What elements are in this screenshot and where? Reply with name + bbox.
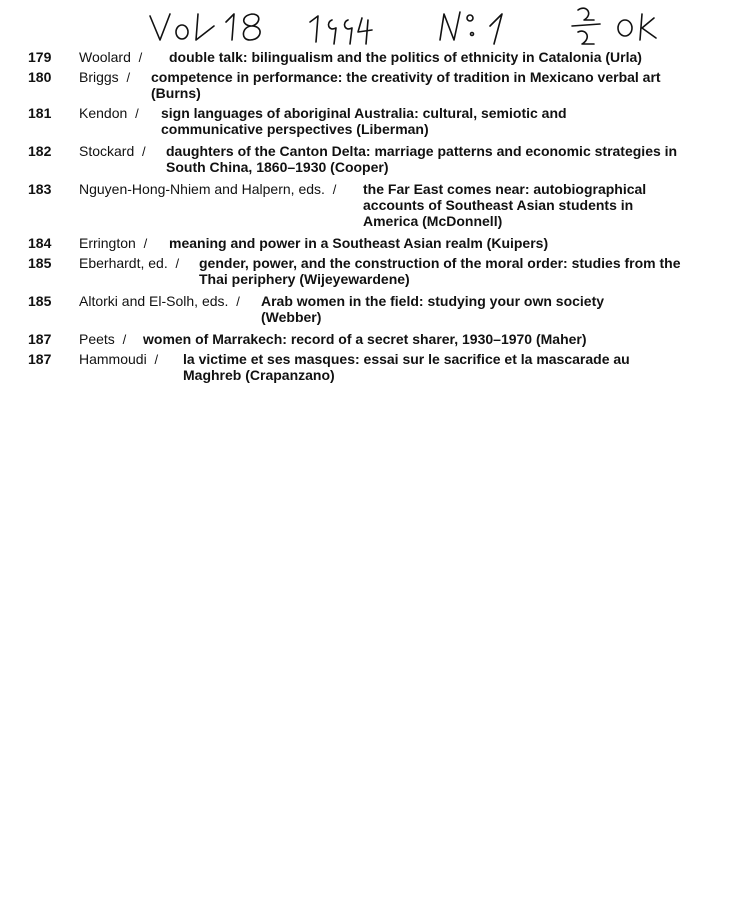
list-item: [0, 235, 735, 253]
author: Kendon /: [79, 105, 139, 121]
book-title: double talk: bilingualism and the politics of ethnicity in Catalonia (Urla): [169, 49, 642, 65]
author: Briggs /: [79, 69, 131, 85]
list-item: [0, 293, 735, 329]
list-item: [0, 105, 735, 141]
page-number: 184: [28, 235, 52, 251]
book-title: the Far East comes near: autobiographical accounts of Southeast Asian students in America (McDonnell): [363, 181, 647, 229]
page-number: 181: [28, 105, 52, 121]
list-item: [0, 255, 735, 291]
list-item: [0, 49, 735, 67]
author: Stockard /: [79, 143, 146, 159]
list-item: [0, 69, 735, 103]
book-title: la victime et ses masques: essai sur le sacrifice et la mascarade au Maghreb (Crapanzano): [183, 351, 630, 383]
page-number: 187: [28, 331, 52, 347]
author: Woolard /: [79, 49, 143, 65]
book-title: competence in performance: the creativity of tradition in Mexicano verbal art (Burns): [151, 69, 661, 101]
author: Eberhardt, ed. /: [79, 255, 180, 271]
page-number: 183: [28, 181, 52, 197]
book-title: women of Marrakech: record of a secret sharer, 1930–1970 (Maher): [143, 331, 587, 347]
author: Hammoudi /: [79, 351, 159, 367]
page-number: 185: [28, 293, 52, 309]
page-number: 180: [28, 69, 52, 85]
author: Errington /: [79, 235, 148, 251]
book-title: daughters of the Canton Delta: marriage patterns and economic strategies in South China, 1860–1930 (Cooper): [166, 143, 678, 175]
book-title: meaning and power in a Southeast Asian realm (Kuipers): [169, 235, 549, 251]
page-number: 187: [28, 351, 52, 367]
author: Altorki and El-Solh, eds. /: [79, 293, 240, 309]
book-title: gender, power, and the construction of the moral order: studies from the Thai periphery (Wijeyewardene): [199, 255, 681, 287]
list-item: [0, 143, 735, 179]
list-item: [0, 331, 735, 349]
page-number: 182: [28, 143, 52, 159]
page-number: 179: [28, 49, 52, 65]
list-item: [0, 181, 735, 233]
book-title: sign languages of aboriginal Australia: cultural, semiotic and communicative perspectives (Liberman): [161, 105, 567, 137]
book-review-list: [0, 49, 735, 389]
handwritten-note: [140, 0, 700, 52]
list-item: [0, 351, 735, 387]
author: Peets /: [79, 331, 127, 347]
page-number: 185: [28, 255, 52, 271]
handwritten-note-drawing: [140, 0, 700, 52]
author: Nguyen-Hong-Nhiem and Halpern, eds. /: [79, 181, 337, 197]
book-title: Arab women in the field: studying your own society (Webber): [261, 293, 605, 325]
